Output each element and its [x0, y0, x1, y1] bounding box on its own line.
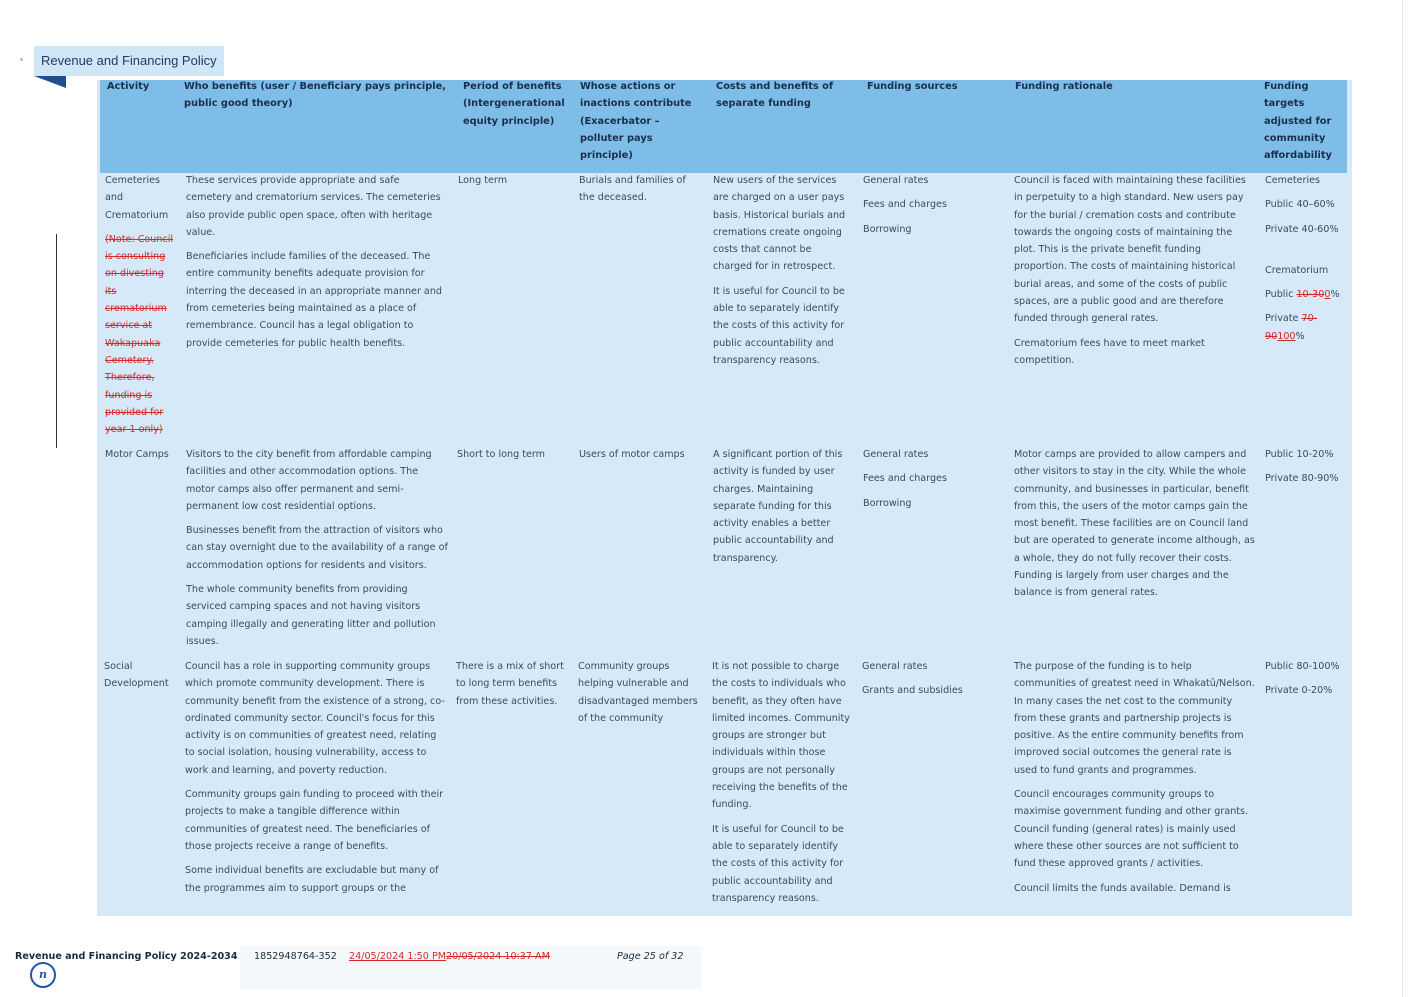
target-value: Public 40–60%: [1265, 199, 1335, 211]
logo-glyph: n: [39, 968, 47, 981]
funding-source: Borrowing: [863, 223, 912, 235]
row-cemeteries-activity: [105, 172, 177, 445]
target-value: Private 80-90%: [1265, 473, 1339, 485]
inserted-text: 100: [1277, 330, 1296, 342]
section-tab: [34, 46, 224, 76]
section-title: Revenue and Financing Policy: [41, 53, 217, 68]
text-paragraph: Council limits the funds available. Demand is: [1014, 882, 1231, 894]
text-paragraph: Crematorium fees have to meet market competition.: [1014, 337, 1205, 366]
funding-source: General rates: [863, 175, 929, 186]
row-social-targets: [1265, 658, 1347, 707]
footer-page-number: Page 25 of 32: [617, 951, 684, 962]
target-label: Crematorium: [1265, 264, 1329, 276]
header-period: Period of benefits (Intergenerational equity principle): [463, 81, 565, 127]
section-tab-marker: [34, 76, 66, 88]
footer-doc-title: Revenue and Financing Policy 2024-2034: [15, 951, 238, 962]
header-who-benefits: Who benefits (user / Beneficiary pays principle, public good theory): [184, 81, 446, 110]
header-costs-benefits: Costs and benefits of separate funding: [716, 81, 834, 110]
page-edge: [1402, 0, 1403, 997]
footer-doc-id: 1852948764-352: [254, 951, 337, 962]
text-paragraph: Community groups gain funding to proceed with their projects to make a tangible difference within communities of greatest need. The beneficiaries of those projects receive a range of benefits.: [185, 789, 444, 852]
funding-source: Fees and charges: [863, 199, 947, 211]
target-prefix: Private: [1265, 313, 1302, 325]
target-value: Public 80-100%: [1265, 661, 1340, 672]
funding-source: Grants and subsidies: [862, 685, 963, 697]
row-cemeteries-targets: [1265, 172, 1347, 352]
row-motorcamps-whose-actions: Users of motor camps: [579, 449, 685, 460]
header-activity: Activity: [107, 81, 150, 92]
text-paragraph: Beneficiaries include families of the deceased. The entire community benefits adequate provision for interring the deceased in an appropriate manner and from cemeteries being maintained as a place of remembrance. Council has a legal obligation to provide cemeteries for public health benefits.: [186, 251, 442, 349]
row-social-period: There is a mix of short to long term benefits from these activities.: [456, 661, 564, 707]
target-suffix: %: [1295, 330, 1305, 342]
text-paragraph: Some individual benefits are excludable but many of the programmes aim to support groups or the: [185, 865, 439, 894]
footer-date: [349, 951, 550, 962]
text-paragraph: The purpose of the funding is to help communities of greatest need in Whakatū/Nelson. In many cases the net cost to the community from these grants and partnership projects is positive. As the entire community benefits from improved social outcomes the general rate is used to fund grants and programmes.: [1014, 661, 1255, 776]
target-prefix: Public: [1265, 289, 1297, 301]
target-value: [1265, 286, 1347, 303]
funding-source: Borrowing: [863, 497, 912, 509]
text-paragraph: It is not possible to charge the costs to individuals who benefit, as they often have limited incomes. Community groups are stronger but individuals within those groups are not personally receiving the benefits of the funding.: [712, 661, 850, 811]
row-cemeteries-whose-actions: Burials and families of the deceased.: [579, 175, 686, 204]
change-bar: [56, 234, 57, 448]
row-social-funding-sources: [862, 658, 992, 707]
row-social-whose-actions: Community groups helping vulnerable and disadvantaged members of the community: [578, 661, 698, 724]
row-motorcamps-funding-sources: [863, 446, 993, 519]
inserted-text: 0: [1324, 289, 1331, 301]
deleted-text: 10-30: [1296, 289, 1325, 301]
row-motorcamps-rationale: Motor camps are provided to allow campers and other visitors to stay in the city. While the whole community, and businesses in particular, benefit from this, the users of the motor camps gain the most benefit. These facilities are on Council land but are operated to generate income although, as a whole, they do not fully recover their costs. Funding is largely from user charges and the balance is from general rates.: [1014, 449, 1255, 599]
text-paragraph: Council has a role in supporting community groups which promote community development. There is community benefit from the existence of a strong, co-ordinated community sector. Council's focus for this activity is on communities of greatest need, relating to social isolation, housing vulnerability, access to work and learning, and poverty reduction.: [185, 661, 445, 776]
row-social-activity: Social Development: [104, 661, 169, 690]
text-paragraph: These services provide appropriate and safe cemetery and crematorium services. The cemeteries also provide public open space, often with heritage value.: [186, 175, 441, 238]
target-value: [1265, 310, 1347, 345]
text-paragraph: Council encourages community groups to maximise government funding and other grants. Council funding (general rates) is mainly used where these other sources are not sufficient to fund these approved grants / activities.: [1014, 789, 1249, 870]
target-label: Cemeteries: [1265, 175, 1321, 186]
row-social-rationale: [1014, 658, 1256, 904]
funding-source: General rates: [862, 661, 928, 672]
text-paragraph: Visitors to the city benefit from affordable camping facilities and other accommodation options. The motor camps also offer permanent and semi-permanent low cost residential options.: [186, 449, 432, 512]
row-cemeteries-period: Long term: [458, 175, 508, 186]
header-funding-sources: Funding sources: [867, 81, 958, 92]
activity-name: Cemeteries and Crematorium: [105, 175, 169, 221]
scan-dot: [20, 58, 23, 61]
row-cemeteries-rationale: [1014, 172, 1256, 376]
row-cemeteries-costs: [713, 172, 849, 376]
footer-date-old: 20/05/2024 10:37 AM: [446, 951, 550, 962]
text-paragraph: New users of the services are charged on a user pays basis. Historical burials and cremations create ongoing costs that cannot be charged for in retrospect.: [713, 175, 846, 273]
row-cemeteries-funding-sources: [863, 172, 993, 245]
row-motorcamps-activity: Motor Camps: [105, 449, 169, 460]
footer-date-new: 24/05/2024 1:50 PM: [349, 951, 447, 962]
header-whose-actions: Whose actions or inactions contribute (Exacerbator – polluter pays principle): [580, 81, 692, 162]
row-motorcamps-targets: [1265, 446, 1347, 495]
text-paragraph: The whole community benefits from providing serviced camping spaces and not having visitors camping illegally and generating litter and pollution issues.: [186, 584, 436, 647]
header-rationale: Funding rationale: [1015, 81, 1113, 92]
text-paragraph: Council is faced with maintaining these facilities in perpetuity to a high standard. New users pay for the burial / cremation costs and contribute towards the ongoing costs of maintaining the plot. This is the private benefit funding proportion. The costs of maintaining historical burial areas, and some of the costs of public spaces, are a public good and are therefore funded through general rates.: [1014, 175, 1246, 325]
funding-source: Fees and charges: [863, 473, 947, 485]
table-header: [100, 80, 1347, 173]
target-suffix: %: [1330, 289, 1340, 301]
target-value: Private 40-60%: [1265, 223, 1339, 235]
activity-note: (Note: Council is consulting on divesting its crematorium service at Wakapuaka Cemetery. Therefore, funding is provided for year 1 only): [105, 233, 174, 436]
text-paragraph: Businesses benefit from the attraction of visitors who can stay overnight due to the availability of a range of accommodation options for residents and visitors.: [186, 525, 448, 571]
target-value: Private 0-20%: [1265, 685, 1333, 697]
text-paragraph: It is useful for Council to be able to separately identify the costs of this activity for public accountability and transparency reasons.: [712, 823, 844, 904]
row-social-costs: [712, 658, 850, 914]
deleted-text: 70-90: [1265, 313, 1318, 342]
funding-table: [97, 80, 1352, 916]
header-targets: Funding targets adjusted for community affordability: [1264, 81, 1332, 162]
row-motorcamps-who-benefits: [186, 446, 448, 657]
row-social-who-benefits: [185, 658, 447, 904]
row-motorcamps-costs: A significant portion of this activity is funded by user charges. Maintaining separate funding for this activity enables a better public accountability and transparency.: [713, 449, 843, 564]
row-cemeteries-who-benefits: [186, 172, 448, 359]
row-motorcamps-period: Short to long term: [457, 449, 546, 460]
target-value: Public 10-20%: [1265, 449, 1334, 460]
text-paragraph: It is useful for Council to be able to separately identify the costs of this activity for public accountability and transparency reasons.: [713, 285, 845, 366]
funding-source: General rates: [863, 449, 929, 460]
council-logo-icon: [30, 962, 56, 988]
